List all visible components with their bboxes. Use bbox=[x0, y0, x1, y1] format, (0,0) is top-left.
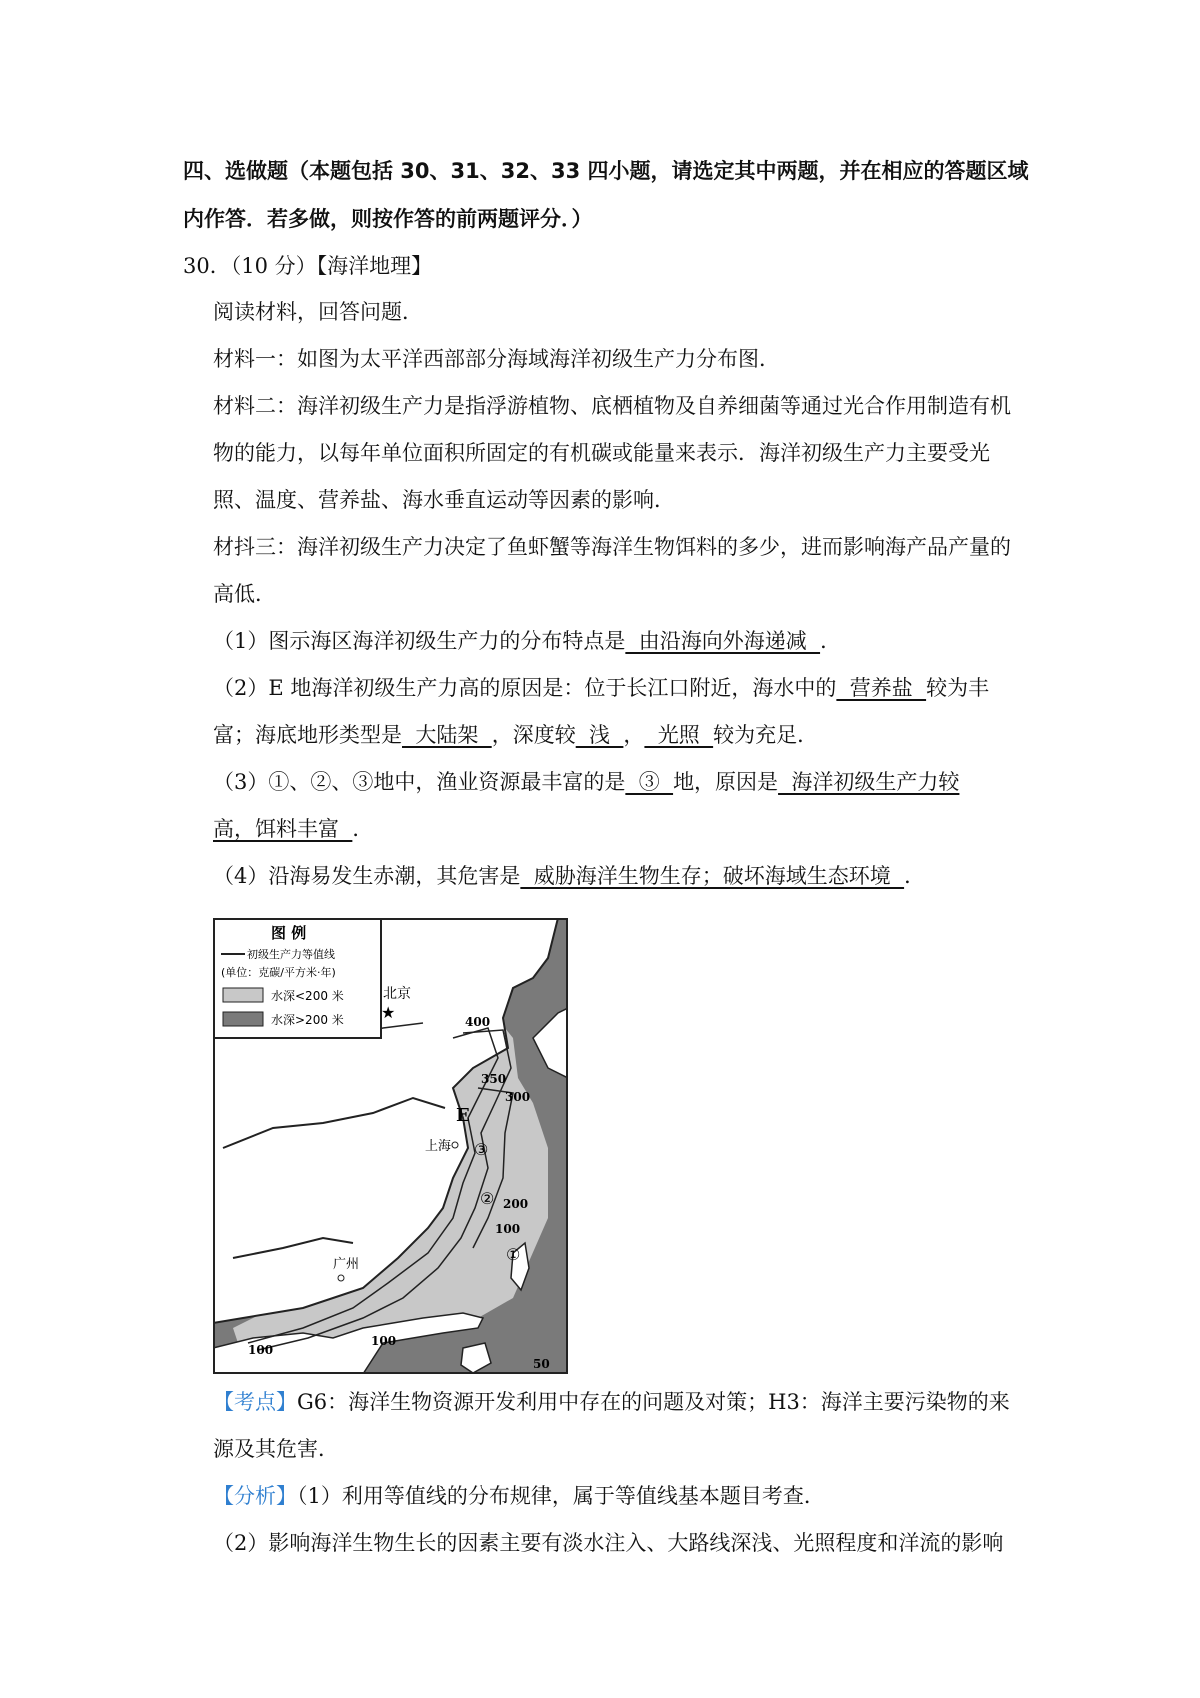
map-city-guangzhou: 广州 bbox=[333, 1257, 360, 1272]
answer-2-text-3: ，深度较 bbox=[491, 723, 576, 747]
answer-2-text-4: ， bbox=[623, 723, 645, 747]
map-mark-3: ③ bbox=[474, 1140, 489, 1159]
answer-2-prompt: （2）E 地海洋初级生产力高的原因是：位于长江口附近，海水中的 bbox=[213, 676, 837, 700]
answer-1-end: ． bbox=[820, 629, 842, 653]
answer-4-prompt: （4）沿海易发生赤潮，其危害是 bbox=[213, 864, 521, 888]
answer-2-fill-4: 光照 bbox=[644, 723, 714, 747]
answer-2-line1 bbox=[213, 673, 989, 703]
kaodian-line1 bbox=[213, 1387, 1010, 1417]
answer-3-line1 bbox=[213, 767, 959, 797]
answer-3-line2 bbox=[213, 814, 373, 844]
fenxi-text: （1）利用等值线的分布规律，属于等值线基本题目考查． bbox=[297, 1484, 825, 1508]
map-iso-400: 400 bbox=[465, 1015, 491, 1029]
answer-3-prompt: （3）①、②、③地中，渔业资源最丰富的是 bbox=[213, 770, 626, 794]
ocean-productivity-map bbox=[213, 918, 568, 1374]
map-iso-300: 300 bbox=[505, 1090, 531, 1104]
map-iso-100-c: 100 bbox=[248, 1343, 274, 1357]
map-legend-deep-label: 水深>200 米 bbox=[271, 1013, 344, 1027]
answer-2-text-2: 富；海底地形类型是 bbox=[213, 723, 402, 747]
answer-3-fill-2-cont: 高，饵料丰富 bbox=[213, 817, 353, 841]
answer-3-fill-2: 海洋初级生产力较 bbox=[778, 770, 960, 794]
answer-3-end: ． bbox=[352, 817, 374, 841]
map-iso-200: 200 bbox=[503, 1197, 529, 1211]
answer-2-fill-3: 浅 bbox=[575, 723, 624, 747]
material-2-line3: 照、温度、营养盐、海水垂直运动等因素的影响． bbox=[213, 488, 675, 512]
answer-4 bbox=[213, 861, 925, 891]
answer-2-end: 较为充足． bbox=[713, 723, 819, 747]
answer-2-fill-2: 大陆架 bbox=[402, 723, 492, 747]
question-number: 30．（10 分）【海洋地理】 bbox=[183, 254, 433, 278]
map-shanghai-dot bbox=[452, 1142, 458, 1148]
fenxi-line2: （2）影响海洋生物生长的因素主要有淡水注入、大路线深浅、光照程度和洋流的影响 bbox=[213, 1531, 1004, 1555]
map-iso-100-a: 100 bbox=[495, 1222, 521, 1236]
material-3-line2: 高低． bbox=[213, 582, 276, 606]
answer-4-fill: 威胁海洋生物生存；破坏海域生态环境 bbox=[520, 864, 905, 888]
fenxi-tag: 【分析】 bbox=[213, 1484, 297, 1508]
map-star-icon: ★ bbox=[381, 1003, 396, 1022]
map-city-beijing: 北京 bbox=[383, 986, 411, 1002]
map-legend-shallow-label: 水深<200 米 bbox=[271, 989, 344, 1003]
map-legend-deep-swatch bbox=[223, 1012, 263, 1026]
map-city-shanghai: 上海 bbox=[425, 1139, 452, 1154]
material-2-line1: 材料二：海洋初级生产力是指浮游植物、底栖植物及自养细菌等通过光合作用制造有机 bbox=[213, 394, 1011, 418]
material-1: 材料一：如图为太平洋西部部分海域海洋初级生产力分布图． bbox=[213, 347, 780, 371]
kaodian-tag: 【考点】 bbox=[213, 1390, 297, 1414]
map-legend-unit: (单位：克碳/平方米·年) bbox=[221, 966, 336, 979]
answer-4-end: ． bbox=[904, 864, 926, 888]
answer-2-line2 bbox=[213, 720, 818, 750]
answer-2-text-1: 较为丰 bbox=[926, 676, 990, 700]
section-heading-line2: 内作答．若多做，则按作答的前两题评分．） bbox=[183, 207, 593, 231]
map-iso-350: 350 bbox=[481, 1072, 507, 1086]
map-iso-50: 50 bbox=[533, 1357, 550, 1371]
map-legend-shallow-swatch bbox=[223, 988, 263, 1002]
fenxi-line1 bbox=[213, 1481, 825, 1511]
map-guangzhou-dot bbox=[338, 1275, 344, 1281]
answer-3-fill-1: ③ bbox=[625, 770, 674, 794]
map-iso-100-b: 100 bbox=[371, 1334, 397, 1348]
answer-3-text: 地，原因是 bbox=[673, 770, 779, 794]
map-label-e: E bbox=[456, 1105, 470, 1126]
answer-1 bbox=[213, 626, 841, 656]
map-mark-1: ① bbox=[506, 1245, 521, 1264]
section-heading-line1: 四、选做题（本题包括 30、31、32、33 四小题，请选定其中两题，并在相应的答题区域 bbox=[183, 159, 1029, 183]
answer-2-fill-1: 营养盐 bbox=[836, 676, 927, 700]
question-intro: 阅读材料，回答问题． bbox=[213, 300, 423, 324]
kaodian-text: G6：海洋生物资源开发利用中存在的问题及对策；H3：海洋主要污染物的来 bbox=[297, 1390, 1010, 1414]
answer-1-prompt: （1）图示海区海洋初级生产力的分布特点是 bbox=[213, 629, 626, 653]
material-3-line1: 材抖三：海洋初级生产力决定了鱼虾蟹等海洋生物饵料的多少，进而影响海产品产量的 bbox=[213, 535, 1011, 559]
kaodian-line2: 源及其危害． bbox=[213, 1437, 339, 1461]
map-legend-line-label: 初级生产力等值线 bbox=[247, 948, 335, 961]
answer-1-fill: 由沿海向外海递减 bbox=[625, 629, 821, 653]
map-mark-2: ② bbox=[480, 1189, 495, 1208]
map-legend-title: 图 例 bbox=[271, 924, 307, 942]
material-2-line2: 物的能力，以每年单位面积所固定的有机碳或能量来表示．海洋初级生产力主要受光 bbox=[213, 441, 990, 465]
